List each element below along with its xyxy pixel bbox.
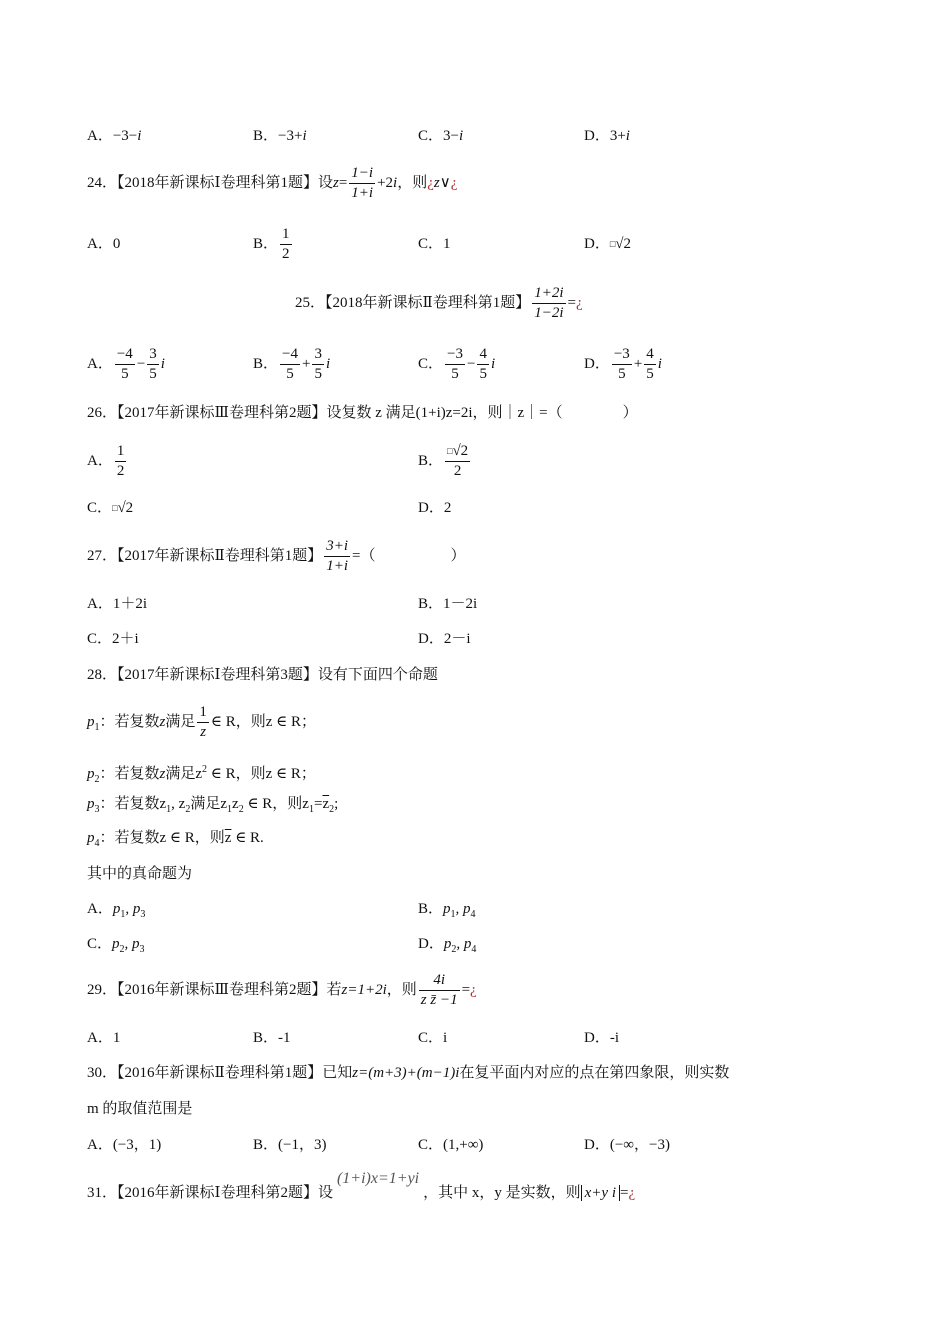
q24-option-b: B． $\frac{1}{2}$ [253, 226, 290, 263]
q23-option-a: A．−3−i [87, 128, 142, 144]
q25-stem: 25．【2018年新课标Ⅱ卷理科第1题】 $\frac{1+2i}{1-2i}$ =¿ [295, 285, 583, 322]
q24-fraction: $\frac{1-i}{1+i}$ [351, 165, 374, 202]
q26-option-b: B． $\frac{^□√2}{2}$ [418, 443, 469, 480]
q26-option-d: D．2 [418, 500, 452, 516]
q28-p1: $p_1$：若复数z满足 $\frac{1}{z}$ ∈ R，则z ∈ R； [87, 704, 316, 741]
q24-option-d: D．□√2 [584, 236, 632, 252]
q29-stem: 29．【2016年新课标Ⅲ卷理科第2题】若z=1+2i，则 $\frac{4i}{\text{z z̄ −1}}$ =¿ [87, 972, 477, 1009]
q28-p2: $p_2$：若复数z满足$z^2$ ∈ R，则z ∈ R； [87, 764, 316, 785]
q26-option-c: C．□√2 [87, 500, 134, 516]
q29-option-d: D．-i [584, 1030, 619, 1046]
q27-option-d: D．2－i [418, 631, 471, 647]
q28-option-a: A．$p_1$, $p_3$ [87, 901, 146, 920]
q23-option-b: B．−3+i [253, 128, 307, 144]
q25-option-d: D． $\frac{-3}{5}$ + $\frac{4}{5}$ i [584, 346, 662, 383]
q31-stem: 31．【2016年新课标Ⅰ卷理科第2题】设(1+i)x=1+yi，其中 x，y 是实数，则 x+y i =¿ [87, 1170, 636, 1201]
q27-option-c: C．2＋i [87, 631, 139, 647]
q28-option-c: C．$p_2$, $p_3$ [87, 936, 145, 955]
q29-option-b: B．-1 [253, 1030, 291, 1046]
q25-option-c: C． $\frac{-3}{5}$ − $\frac{4}{5}$ i [418, 346, 496, 383]
q29-option-c: C．i [418, 1030, 448, 1046]
q28-p3: $p_3$：若复数$z_1$, $z_2$满足$z_1z_2$ ∈ R，则$z_1=\overline{z}_2$; [87, 796, 339, 815]
q23-option-d: D．3+i [584, 128, 630, 144]
q30-stem: 30．【2016年新课标Ⅱ卷理科第1题】已知z=(m+3)+(m−1)i在复平面内对应的点在第四象限，则实数 [87, 1065, 730, 1081]
q30-stem-line2: m 的取值范围是 [87, 1101, 193, 1117]
q30-option-c: C．(1,+∞) [418, 1137, 484, 1153]
q24-option-c: C．1 [418, 236, 451, 252]
q25-option-b: B． $\frac{-4}{5}$ + $\frac{3}{5}$ i [253, 346, 331, 383]
q29-option-a: A．1 [87, 1030, 121, 1046]
q23-option-c: C．3−i [418, 128, 464, 144]
q26-stem: 26．【2017年新课标Ⅲ卷理科第2题】设复数 z 满足(1+i)z=2i，则｜z｜=（ ） [87, 405, 638, 421]
q28-p4: $p_4$：若复数z ∈ R，则$\overline{z}$ ∈ R. [87, 830, 264, 849]
q24-stem: 24．【2018年新课标Ⅰ卷理科第1题】设z= $\frac{1-i}{1+i}$ +2i，则¿z∨¿ [87, 165, 458, 202]
q27-stem: 27．【2017年新课标Ⅱ卷理科第1题】 $\frac{3+i}{1+i}$ =（ ） [87, 538, 466, 575]
q24-option-a: A．0 [87, 236, 121, 252]
q27-option-a: A．1＋2i [87, 596, 148, 612]
q28-stem: 28．【2017年新课标Ⅰ卷理科第3题】设有下面四个命题 [87, 667, 438, 683]
q30-option-a: A．(−3，1) [87, 1137, 162, 1153]
q30-option-b: B．(−1，3) [253, 1137, 327, 1153]
q31-equation-image: (1+i)x=1+yi [336, 1170, 420, 1187]
q28-option-d: D．$p_2$, $p_4$ [418, 936, 477, 955]
q30-option-d: D．(−∞，−3) [584, 1137, 670, 1153]
q28-question: 其中的真命题为 [87, 866, 193, 882]
q28-option-b: B．$p_1$, $p_4$ [418, 901, 476, 920]
q26-option-a: A． $\frac{1}{2}$ [87, 443, 125, 480]
q25-option-a: A． $\frac{-4}{5}$ − $\frac{3}{5}$ i [87, 346, 165, 383]
q27-option-b: B．1－2i [418, 596, 478, 612]
